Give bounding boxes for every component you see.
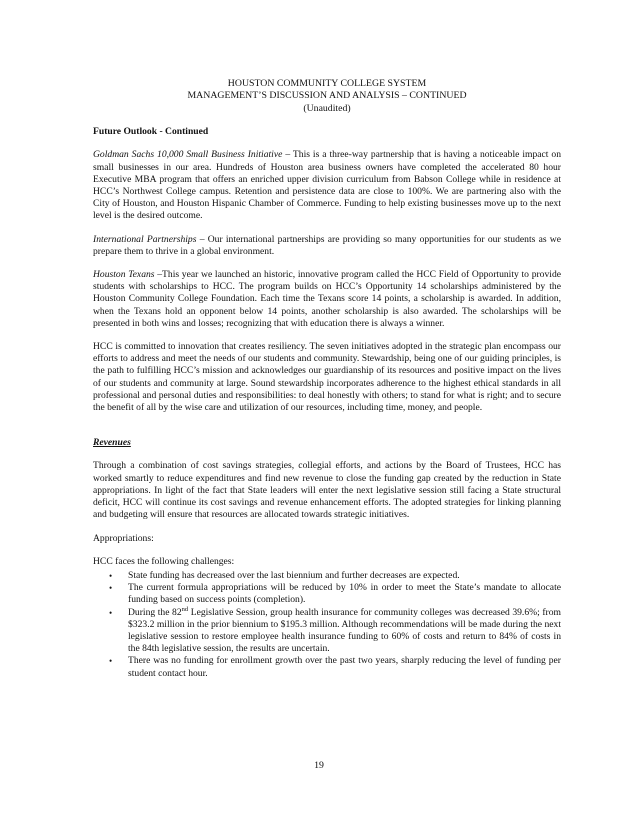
- appropriations-label: Appropriations:: [93, 532, 154, 544]
- list-item: [93, 607, 561, 656]
- list-item-text: There was no funding for enrollment growth over the past two years, sharply reducing the level of funding per student contact hour.: [128, 655, 561, 679]
- international-body: – Our international partnerships are providing so many opportunities for our students as we prepare them to thrive in a global environment.: [93, 233, 561, 257]
- list-item-text: During the 82: [128, 606, 182, 618]
- goldman-sachs-body: – This is a three-way partnership that is having a noticeable impact on small businesses in our area. Hundreds of Houston area business owners have completed the accelerated 80 hour Executive MBA program that offers an enriched upper division curriculum from Babson College while in residence at HCC’s Northwest College campus. Retention and persistence data are close to 100%. We are partnering also with the City of Houston, and Houston Hispanic Chamber of Commerce. Funding to help existing businesses move up to the next level is the desired outcome.: [93, 149, 561, 222]
- innovation-paragraph: HCC is committed to innovation that creates resiliency. The seven initiatives adopted in the strategic plan encompass our efforts to address and meet the needs of our students and community. Stewardship, being one of our guiding principles, is the path to fulfilling HCC’s mission and acknowledges our guardianship of its resources and positive impact on the lives of our students and community at large. Sound stewardship incorporates adherence to the highest ethical standards in all professional and personal duties and responsibilities: to deal honestly with others; to stand for what is right; and to secure the benefit of all by the wise care and utilization of our resources, including time, money, and people.: [93, 341, 561, 414]
- goldman-sachs-lead: Goldman Sachs 10,000 Small Business Initiative: [93, 149, 283, 161]
- list-item: [93, 570, 561, 582]
- houston-texans-body: –This year we launched an historic, innovative program called the HCC Field of Opportunity to provide students with scholarships to HCC. The program builds on HCC’s Opportunity 14 scholarships administered by the Houston Community College Foundation. Each time the Texans score 14 points, a scholarship is awarded. In addition, when the Texans hold an opponent below 14 points, another scholarship is also awarded. The scholarships will be presented in both wins and losses; recognizing that with education there is always a winner.: [93, 269, 561, 329]
- list-item: [93, 655, 561, 679]
- revenues-paragraph: Through a combination of cost savings strategies, collegial efforts, and actions by the Board of Trustees, HCC has worked smartly to reduce expenditures and find new revenue to close the funding gap created by the reduction in State appropriations. In light of the fact that State leaders will enter the next legislative session still facing a State structural deficit, HCC will continue its cost savings and revenue enhancement efforts. The adopted strategies for linking planning and budgeting will ensure that resources are allocated towards strategic initiatives.: [93, 460, 561, 521]
- goldman-sachs-paragraph: [93, 149, 561, 222]
- houston-texans-paragraph: [93, 269, 561, 330]
- challenges-list: [93, 570, 561, 680]
- future-outlook-title: Future Outlook - Continued: [93, 126, 209, 138]
- document-header: [93, 78, 561, 115]
- header-org-name: HOUSTON COMMUNITY COLLEGE SYSTEM: [227, 78, 427, 89]
- header-unaudited: (Unaudited): [303, 102, 351, 114]
- ordinal-superscript: nd: [181, 605, 189, 613]
- document-page: [93, 78, 561, 680]
- bullet-icon: •: [109, 570, 113, 581]
- bullet-icon: •: [109, 607, 113, 618]
- list-item-text: Legislative Session, group health insurance for community colleges was decreased 39.6%; from $323.2 million in the prior biennium to $195.3 million. Although recommendations will be made during the next legislative session to restore employee health insurance funding to 60% of costs and return to 84% of costs in the 84th legislative session, the results are uncertain.: [128, 606, 562, 655]
- list-item: [93, 582, 561, 606]
- international-paragraph: [93, 234, 561, 258]
- page-number: 19: [314, 760, 324, 771]
- bullet-icon: •: [109, 583, 113, 594]
- international-lead: International Partnerships: [93, 233, 197, 245]
- challenges-intro: HCC faces the following challenges:: [93, 555, 235, 567]
- list-item-text: State funding has decreased over the last biennium and further decreases are expected.: [128, 569, 460, 581]
- houston-texans-lead: Houston Texans: [93, 269, 155, 281]
- header-report-title: MANAGEMENT’S DISCUSSION AND ANALYSIS – CONTINUED: [187, 90, 467, 102]
- bullet-icon: •: [109, 656, 113, 667]
- list-item-text: The current formula appropriations will be reduced by 10% in order to meet the State’s mandate to allocate funding based on success points (completion).: [128, 582, 561, 606]
- revenues-title: Revenues: [93, 437, 131, 449]
